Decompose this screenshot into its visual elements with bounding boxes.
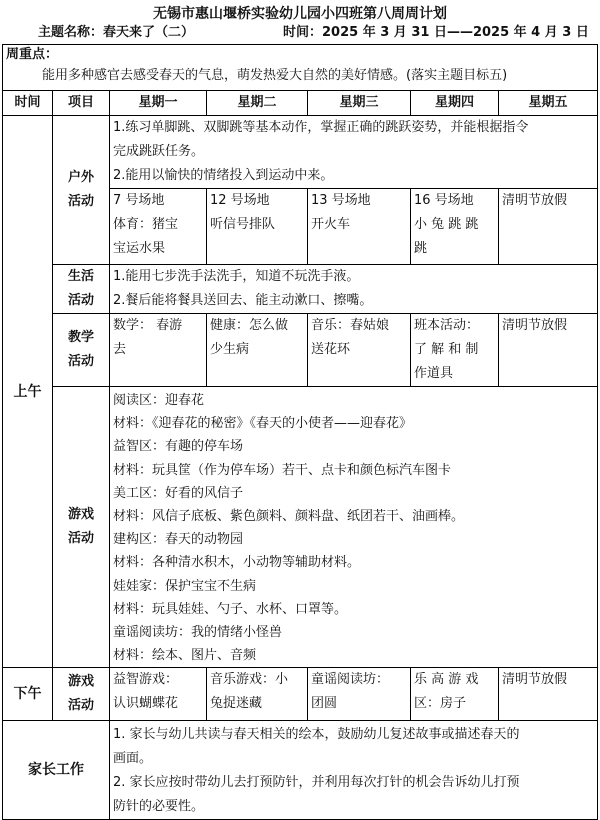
- outdoor-wednesday: [308, 189, 411, 265]
- outdoor-goal-1: 1.练习单脚跳、双脚跳等基本动作，掌握正确的跳跃姿势，并能根据指令: [113, 120, 529, 135]
- week-focus-text: 能用多种感官去感受春天的气息，萌发热爱大自然的美好情感。(落实主题目标五): [42, 68, 508, 83]
- col-header-tuesday: 星期二: [207, 91, 308, 116]
- outdoor-thursday-line-2: 小 兔 跳 跳: [414, 217, 479, 232]
- outdoor-monday-line-3: 宝运水果: [113, 241, 166, 256]
- outdoor-tuesday-line-2: 听信号排队: [210, 217, 276, 232]
- parents-work: [110, 721, 598, 820]
- col-header-time: 时间: [3, 91, 53, 116]
- game-line-9: 娃娃家：保护宝宝不生病: [113, 578, 257, 594]
- teaching-wednesday-line-1: 音乐：春姑娘: [311, 318, 390, 333]
- morning-label: 上午: [3, 116, 53, 668]
- teaching-row: [3, 314, 598, 387]
- teaching-tuesday-line-1: 健康：怎么做: [210, 318, 289, 333]
- parents-row: [3, 721, 598, 820]
- teaching-wednesday-line-2: 送花环: [311, 342, 351, 357]
- life-goal-1: 1.能用七步洗手法洗手，知道不玩洗手液。: [113, 269, 360, 284]
- outdoor-friday: [499, 189, 598, 265]
- teaching-label-1: 教学: [67, 330, 94, 345]
- outdoor-monday: [110, 189, 207, 265]
- afternoon-tuesday: [207, 668, 308, 721]
- game-line-4: 材料：玩具筐（作为停车场）若干、点卡和颜色标汽车图卡: [113, 462, 452, 478]
- page-title: 无锡市惠山堰桥实验幼儿园小四班第八周周计划: [153, 6, 447, 22]
- afternoon-monday-line-2: 认识蝴蝶花: [113, 696, 179, 712]
- parents-item-1b: 画面。: [113, 751, 153, 767]
- afternoon-wednesday-line-2: 团圆: [311, 696, 338, 712]
- teaching-friday-line-1: 清明节放假: [502, 318, 568, 333]
- outdoor-goal-1b: 完成跳跃任务。: [113, 144, 205, 159]
- afternoon-game-label-2: 活动: [67, 698, 94, 714]
- afternoon-tuesday-line-1: 音乐游戏：小: [210, 672, 289, 688]
- outdoor-label-1: 户外: [67, 170, 94, 185]
- afternoon-friday: [499, 668, 598, 721]
- col-header-wednesday: 星期三: [308, 91, 411, 116]
- outdoor-goals-row: [3, 116, 598, 189]
- game-label-2: 活动: [67, 531, 94, 547]
- parents-item-1a: 1. 家长与幼儿共读与春天相关的绘本，鼓励幼儿复述故事或描述春天的: [113, 727, 520, 743]
- game-areas: [110, 387, 598, 668]
- afternoon-thursday-line-2: 区：房子: [414, 696, 467, 712]
- afternoon-thursday: [411, 668, 499, 721]
- game-line-5: 美工区：好看的风信子: [113, 485, 244, 501]
- game-line-3: 益智区：有趣的停车场: [113, 439, 244, 455]
- teaching-label-2: 活动: [67, 354, 94, 369]
- outdoor-thursday: [411, 189, 499, 265]
- afternoon-monday: [110, 668, 207, 721]
- teaching-tuesday-line-2: 少生病: [210, 342, 250, 357]
- teaching-thursday-line-3: 作道具: [414, 366, 454, 381]
- game-line-10: 材料：玩具娃娃、勺子、水杯、口罩等。: [113, 601, 348, 617]
- col-header-friday: 星期五: [499, 91, 598, 116]
- teaching-tuesday: [207, 314, 308, 387]
- life-row: [3, 265, 598, 314]
- life-label-2: 活动: [67, 293, 94, 308]
- teaching-thursday: [411, 314, 499, 387]
- col-header-monday: 星期一: [110, 91, 207, 116]
- afternoon-wednesday-line-1: 童谣阅读坊：: [311, 672, 390, 688]
- theme-name: 主题名称：春天来了（二）: [38, 25, 195, 40]
- game-line-1: 阅读区：迎春花: [113, 393, 205, 408]
- game-label-1: 游戏: [67, 507, 94, 523]
- teaching-monday: [110, 314, 207, 387]
- game-line-7: 建构区：春天的动物园: [113, 532, 244, 548]
- outdoor-wednesday-line-1: 13 号场地: [311, 193, 371, 208]
- parents-item-2a: 2. 家长应按时带幼儿去打预防针，并利用每次打针的机会告诉幼儿打预: [113, 775, 520, 791]
- column-header-row: [3, 91, 598, 116]
- teaching-thursday-line-2: 了 解 和 制: [414, 342, 479, 357]
- life-goals: [110, 265, 598, 314]
- afternoon-monday-line-1: 益智游戏：: [113, 672, 179, 688]
- outdoor-goals: [110, 116, 598, 189]
- week-focus-label: 周重点：: [6, 47, 59, 62]
- outdoor-tuesday-line-1: 12 号场地: [210, 193, 270, 208]
- game-row: [3, 387, 598, 668]
- afternoon-wednesday: [308, 668, 411, 721]
- outdoor-thursday-line-3: 跳: [414, 241, 428, 256]
- outdoor-monday-line-2: 体育：猪宝: [113, 217, 179, 232]
- plan-subheader: [0, 24, 600, 42]
- weekly-plan-table: [2, 44, 598, 820]
- afternoon-game-category: [53, 668, 110, 721]
- life-goal-2: 2.餐后能将餐具送回去、能主动漱口、擦嘴。: [113, 293, 373, 308]
- outdoor-thursday-line-1: 16 号场地: [414, 193, 474, 208]
- game-line-8: 材料：各种清水积木，小动物等辅助材料。: [113, 555, 361, 571]
- teaching-monday-line-2: 去: [113, 342, 127, 357]
- parents-item-2b: 防针的必要性。: [113, 799, 205, 815]
- afternoon-game-label-1: 游戏: [67, 674, 94, 690]
- teaching-category: [53, 314, 110, 387]
- week-focus-cell: [3, 45, 598, 91]
- game-line-6: 材料：风信子底板、紫色颜料、颜料盘、纸团若干、油画棒。: [113, 509, 465, 525]
- afternoon-tuesday-line-2: 兔捉迷藏: [210, 696, 263, 712]
- outdoor-wednesday-line-2: 开火车: [311, 217, 351, 232]
- outdoor-goal-2: 2.能用以愉快的情绪投入到运动中来。: [113, 168, 334, 183]
- outdoor-category: [53, 116, 110, 265]
- focus-row: [3, 45, 598, 91]
- teaching-friday: [499, 314, 598, 387]
- game-category: [53, 387, 110, 668]
- afternoon-label: 下午: [3, 668, 53, 721]
- game-line-2: 材料：《迎春花的秘密》《春天的小使者——迎春花》: [113, 416, 413, 432]
- afternoon-thursday-line-1: 乐 高 游 戏: [414, 672, 479, 688]
- outdoor-tuesday: [207, 189, 308, 265]
- col-header-item: 项目: [53, 91, 110, 116]
- afternoon-friday-line-1: 清明节放假: [502, 672, 568, 688]
- parents-label: 家长工作: [3, 721, 110, 820]
- outdoor-monday-line-1: 7 号场地: [113, 193, 165, 208]
- game-line-12: 材料：绘本、图片、音频: [113, 648, 257, 664]
- game-line-11: 童谣阅读坊：我的情绪小怪兽: [113, 625, 283, 641]
- teaching-monday-line-1: 数学： 春游: [113, 318, 183, 333]
- plan-time-range: 时间：2025 年 3 月 31 日——2025 年 4 月 3 日: [283, 25, 589, 40]
- outdoor-friday-line-1: 清明节放假: [502, 193, 568, 208]
- life-label-1: 生活: [67, 269, 94, 284]
- afternoon-row: [3, 668, 598, 721]
- teaching-wednesday: [308, 314, 411, 387]
- life-category: [53, 265, 110, 314]
- col-header-thursday: 星期四: [411, 91, 499, 116]
- teaching-thursday-line-1: 班本活动：: [414, 318, 480, 333]
- outdoor-label-2: 活动: [67, 194, 94, 209]
